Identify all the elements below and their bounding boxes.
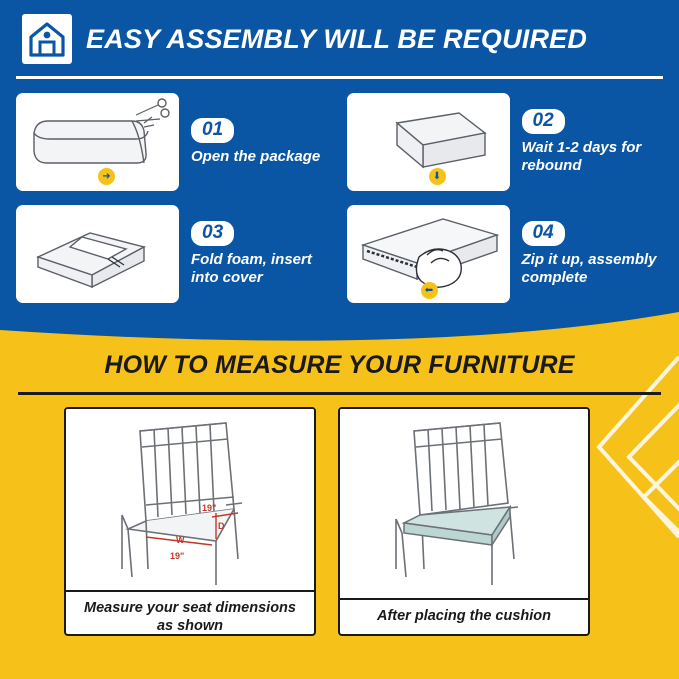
measure-divider: [18, 392, 661, 395]
chair-with-dimensions-illustration: [66, 409, 314, 590]
assembly-step-01-label: Open the package: [191, 147, 321, 165]
measure-section: [0, 307, 679, 679]
dim-label-depth-value: 19": [202, 503, 217, 513]
page-title: EASY ASSEMBLY WILL BE REQUIRED: [86, 23, 588, 54]
measure-title: HOW TO MEASURE YOUR FURNITURE: [104, 351, 575, 379]
measure-card-after-cushion-caption: After placing the cushion: [340, 598, 588, 634]
assembly-step-04-text: [510, 205, 664, 303]
assembly-step-04: [347, 205, 664, 303]
fold-foam-into-cover-illustration: [16, 205, 179, 303]
arrow-down-icon: ⬇: [429, 168, 446, 185]
assembly-step-03: [16, 205, 333, 303]
assembly-step-04-number: 04: [522, 221, 565, 246]
assembly-step-03-text: [179, 205, 333, 303]
arrow-left-icon: ⬅: [421, 282, 438, 299]
assembly-step-02-label: Wait 1-2 days for rebound: [521, 138, 642, 174]
assembly-steps: [16, 93, 663, 303]
assembly-step-02-text: [510, 93, 664, 191]
assembly-step-04-label: Zip it up, assembly complete: [521, 250, 657, 286]
assembly-step-02-number: 02: [522, 109, 565, 134]
assembly-step-01: [16, 93, 333, 191]
chair-with-cushion-illustration: [340, 409, 588, 598]
assembly-step-02: [347, 93, 664, 191]
assembly-header: [16, 14, 663, 79]
assembly-step-01-text: [179, 93, 333, 191]
house-logo-icon: [22, 14, 72, 64]
dim-label-width-value: 19": [170, 551, 185, 561]
measure-card-dimensions: [64, 407, 316, 636]
dim-label-depth: D: [218, 521, 225, 531]
arrow-right-icon: ➜: [98, 168, 115, 185]
measure-card-dimensions-caption: Measure your seat dimensions as shown: [66, 590, 314, 636]
assembly-step-01-number: 01: [191, 118, 234, 143]
assembly-step-03-number: 03: [191, 221, 234, 246]
assembly-section: [0, 0, 679, 330]
measure-card-after-cushion: [338, 407, 590, 636]
dim-label-width: W: [176, 535, 185, 545]
measure-cards: [64, 407, 661, 636]
assembly-step-03-label: Fold foam, insert into cover: [191, 250, 312, 286]
